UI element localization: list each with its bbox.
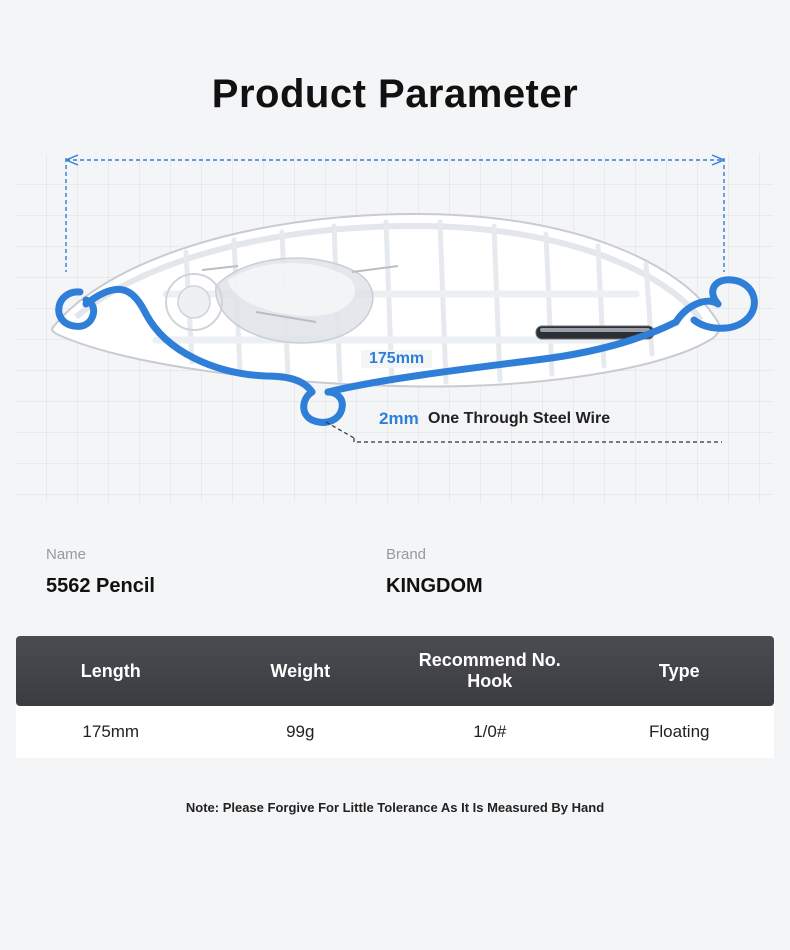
product-name-value: 5562 Pencil [46,575,155,597]
product-name-key: Name [46,546,87,563]
spec-table [16,636,774,758]
spec-header-hook: Recommend No. Hook [395,636,585,706]
spec-header-weight: Weight [206,636,396,706]
product-info-row [46,546,790,598]
lure-diagram [16,154,774,502]
product-brand-value: KINGDOM [386,575,483,597]
lure-illustration [16,154,774,502]
spec-header-type: Type [585,636,775,706]
page-title: Product Parameter [211,72,579,116]
spec-table-header-row [16,636,774,706]
table-row [16,706,774,758]
product-brand-block [386,546,726,598]
product-name-block [46,546,386,598]
spec-cell-length: 175mm [16,706,206,758]
tolerance-note: Note: Please Forgive For Little Tolerance As It Is Measured By Hand [185,800,605,815]
length-dimension-label: 175mm [361,350,432,368]
spec-header-length: Length [16,636,206,706]
spec-cell-hook: 1/0# [395,706,585,758]
spec-cell-weight: 99g [206,706,396,758]
spec-cell-type: Floating [585,706,775,758]
product-brand-key: Brand [386,546,427,563]
wire-description-label: One Through Steel Wire [428,410,611,427]
wire-gauge-label: 2mm [379,409,419,428]
